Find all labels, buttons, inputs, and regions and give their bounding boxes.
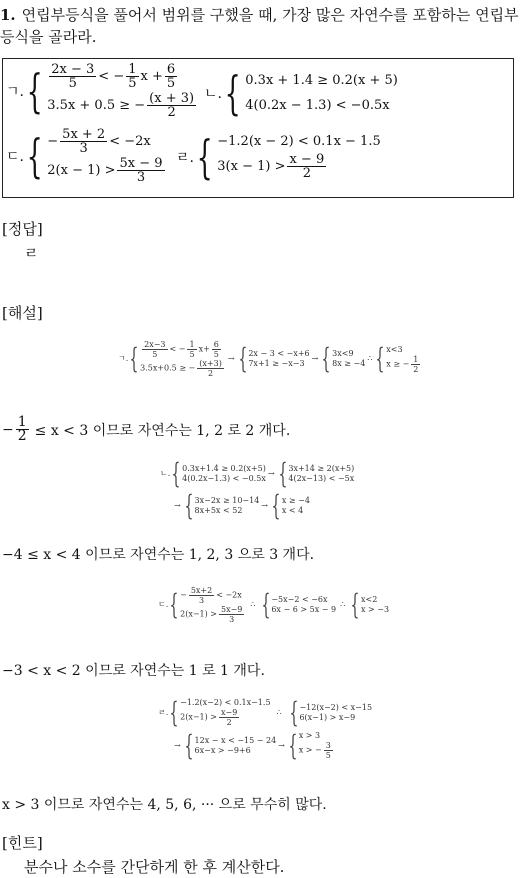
result-d: x > 3 이므로 자연수는 4, 5, 6, ··· 으로 무수히 많다. <box>2 797 327 813</box>
question-number: 1. <box>0 6 16 24</box>
work-b: ㄴ. { 0.3x+1.4 ≥ 0.2(x+5) 4(0.2x−1.3) < −0.5x → { 3x+14 ≥ 2(x+5) 4(2x−13) < −5x → { 3x−2x ≥ 10−14 8x+5x < 52 → { x ≥ −4 x < 4 <box>160 457 355 522</box>
option-d-label: ㄹ. <box>176 150 194 166</box>
work-c: ㄷ. { − $\frac{5x+2}{3}$ < −2x 2(x−1) > $\frac{5x-9}{3}$ ∴ { −5x−2 < −6x 6x − 6 > 5x − 9 ∴ { x<2 x > −3 <box>158 586 390 624</box>
answer-value: ㄹ <box>24 244 39 262</box>
left-brace: { <box>26 129 43 183</box>
question-text: 연립부등식을 풀어서 범위를 구했을 때, 가장 많은 자연수를 포함하는 연립부등식을 골라라. <box>0 6 519 46</box>
option-a-label: ㄱ. <box>6 84 24 100</box>
result-b: −4 ≤ x < 4 이므로 자연수는 1, 2, 3 으로 3 개다. <box>2 547 315 563</box>
work-d: ㄹ. { −1.2(x−2) < 0.1x−1.5 2(x−1) > $\frac{x-9}{2}$ ∴ { −12(x−2) < x−15 6(x−1) > x−9 → { 12x − x < −15 − 24 6x−x > −9+6 → { x > 3 x > − $\frac{3}{5}$ <box>158 695 373 762</box>
option-b: ㄴ. { 0.3x + 1.4 ≥ 0.2(x + 5) 4(0.2x − 1.3) < −0.5x <box>204 66 398 120</box>
option-b-label: ㄴ. <box>204 86 222 102</box>
work-a: ㄱ. { $\frac{2x-3}{5}$ < − $\frac{1}{5}$ x+ $\frac{6}{5}$ 3.5x+0.5 ≥ − $\frac{(x+3)}{2}$ → { 2x − 3 < −x+6 7x+1 ≥ −x−3 → { 3x<9 8x ≥ −4 ∴ { x<3 x ≥ − $\frac{1}{2}$ <box>118 340 419 378</box>
left-brace: { <box>26 64 43 118</box>
hint-text: 분수나 소수를 간단하게 한 후 계산한다. <box>24 858 285 876</box>
hint-heading: [힌트] <box>2 834 43 852</box>
explanation-heading: [해설] <box>2 304 43 322</box>
answer-heading: [정답] <box>2 220 43 238</box>
result-c: −3 < x < 2 이므로 자연수는 1 로 1 개다. <box>2 663 265 679</box>
result-a: − $\frac{1}{2}$ ≤ x < 3 이므로 자연수는 1, 2 로 2 개다. <box>2 414 291 444</box>
option-c: ㄷ. { − $\frac{5x + 2}{3}$ < −2x 2(x − 1) > $\frac{5x - 9}{3}$ <box>6 127 163 185</box>
left-brace: { <box>224 66 241 120</box>
option-c-label: ㄷ. <box>6 149 24 165</box>
option-a: ㄱ. { $\frac{2x - 3}{5}$ < − $\frac{1}{5}$ x + $\frac{6}{5}$ 3.5x + 0.5 ≥ − $\frac{(x + 3)}{2}$ <box>6 62 195 120</box>
question <box>0 4 530 48</box>
left-brace: { <box>196 130 213 184</box>
option-d: ㄹ. { −1.2(x − 2) < 0.1x − 1.5 3(x − 1) > $\frac{x - 9}{2}$ <box>176 130 381 184</box>
